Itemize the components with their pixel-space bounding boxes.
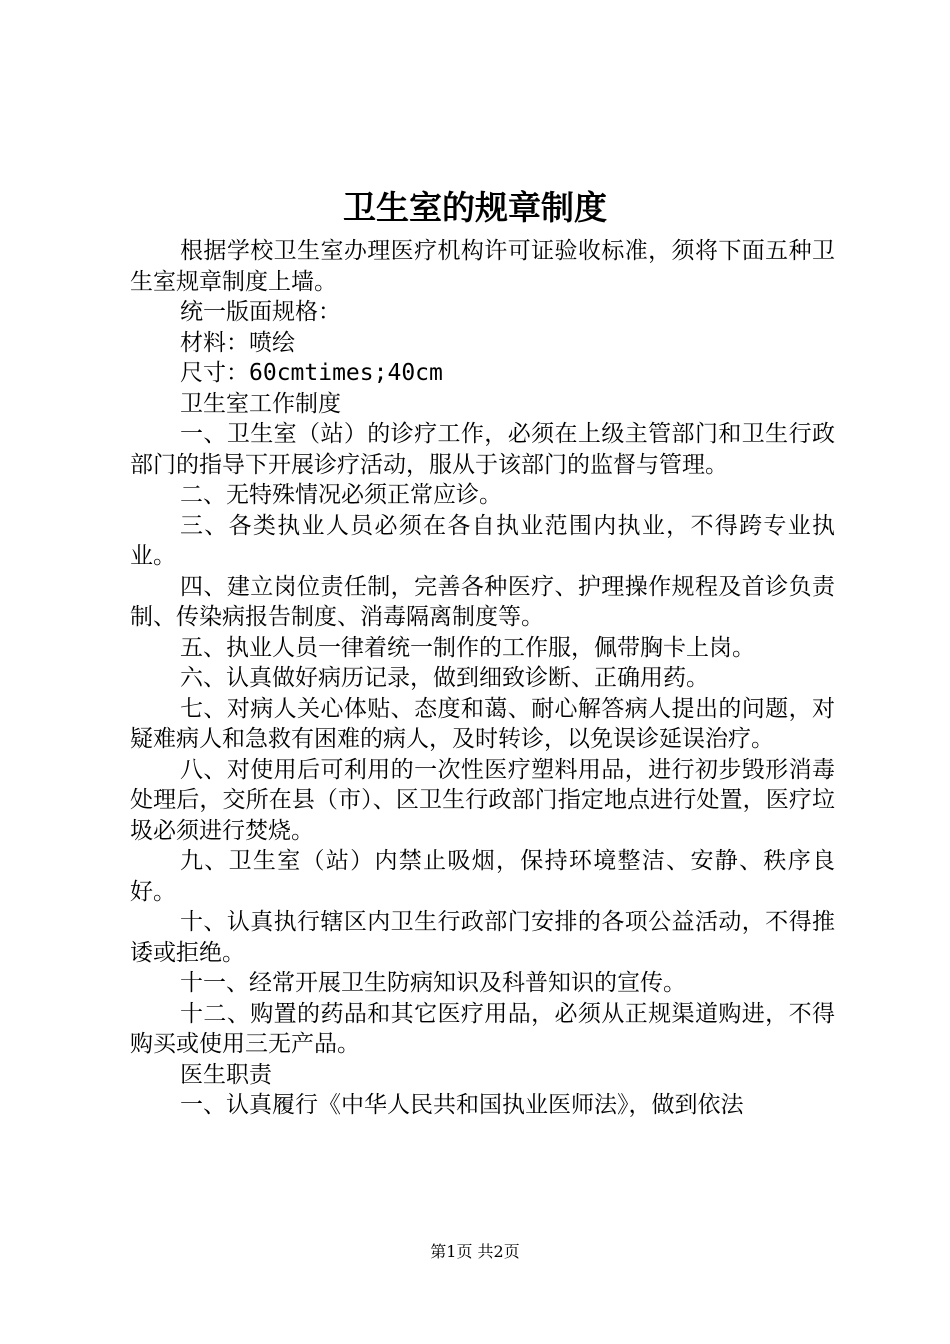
rule-item: 二、无特殊情况必须正常应诊。 <box>180 482 502 508</box>
rule-item: 一、卫生室（站）的诊疗工作，必须在上级主管部门和卫生行政部门的指导下开展诊疗活动，服从于该部门的监督与管理。 <box>130 421 835 478</box>
rule-item: 十一、经常开展卫生防病知识及科普知识的宣传。 <box>180 970 686 996</box>
rule-item: 五、执业人员一律着统一制作的工作服，佩带胸卡上岗。 <box>180 634 755 661</box>
section-heading-work-rules: 卫生室工作制度 <box>180 390 341 417</box>
document-body <box>130 236 835 1121</box>
paragraph-spec-heading: 统一版面规格： <box>180 299 341 325</box>
rule-item: 十、认真执行辖区内卫生行政部门安排的各项公益活动，不得推诿或拒绝。 <box>130 909 835 966</box>
rule-item: 八、对使用后可利用的一次性医疗塑料用品，进行初步毁形消毒处理后，交所在县（市）、区卫生行政部门指定地点进行处置，医疗垃圾必须进行焚烧。 <box>130 756 835 844</box>
document-title: 卫生室的规章制度 <box>343 188 607 227</box>
rule-item: 六、认真做好病历记录，做到细致诊断、正确用药。 <box>180 665 709 691</box>
page-footer: 第1页 共2页 <box>430 1242 520 1261</box>
rule-item: 十二、购置的药品和其它医疗用品，必须从正规渠道购进，不得购买或使用三无产品。 <box>130 1000 835 1057</box>
paragraph-material: 材料：喷绘 <box>180 329 295 356</box>
paragraph-size: 尺寸：60cmtimes;40cm <box>180 360 443 386</box>
rule-item: 三、各类执业人员必须在各自执业范围内执业，不得跨专业执业。 <box>130 512 835 569</box>
rule-item: 七、对病人关心体贴、态度和蔼、耐心解答病人提出的问题，对疑难病人和急救有困难的病人，及时转诊，以免误诊延误治疗。 <box>130 695 835 752</box>
duty-item: 一、认真履行《中华人民共和国执业医师法》，做到依法 <box>180 1092 744 1118</box>
section-heading-doctor-duties: 医生职责 <box>180 1061 272 1088</box>
rule-item: 九、卫生室（站）内禁止吸烟，保持环境整洁、安静、秩序良好。 <box>130 848 835 905</box>
paragraph-intro: 根据学校卫生室办理医疗机构许可证验收标准，须将下面五种卫生室规章制度上墙。 <box>130 238 835 295</box>
rule-item: 四、建立岗位责任制，完善各种医疗、护理操作规程及首诊负责制、传染病报告制度、消毒隔离制度等。 <box>130 573 835 630</box>
